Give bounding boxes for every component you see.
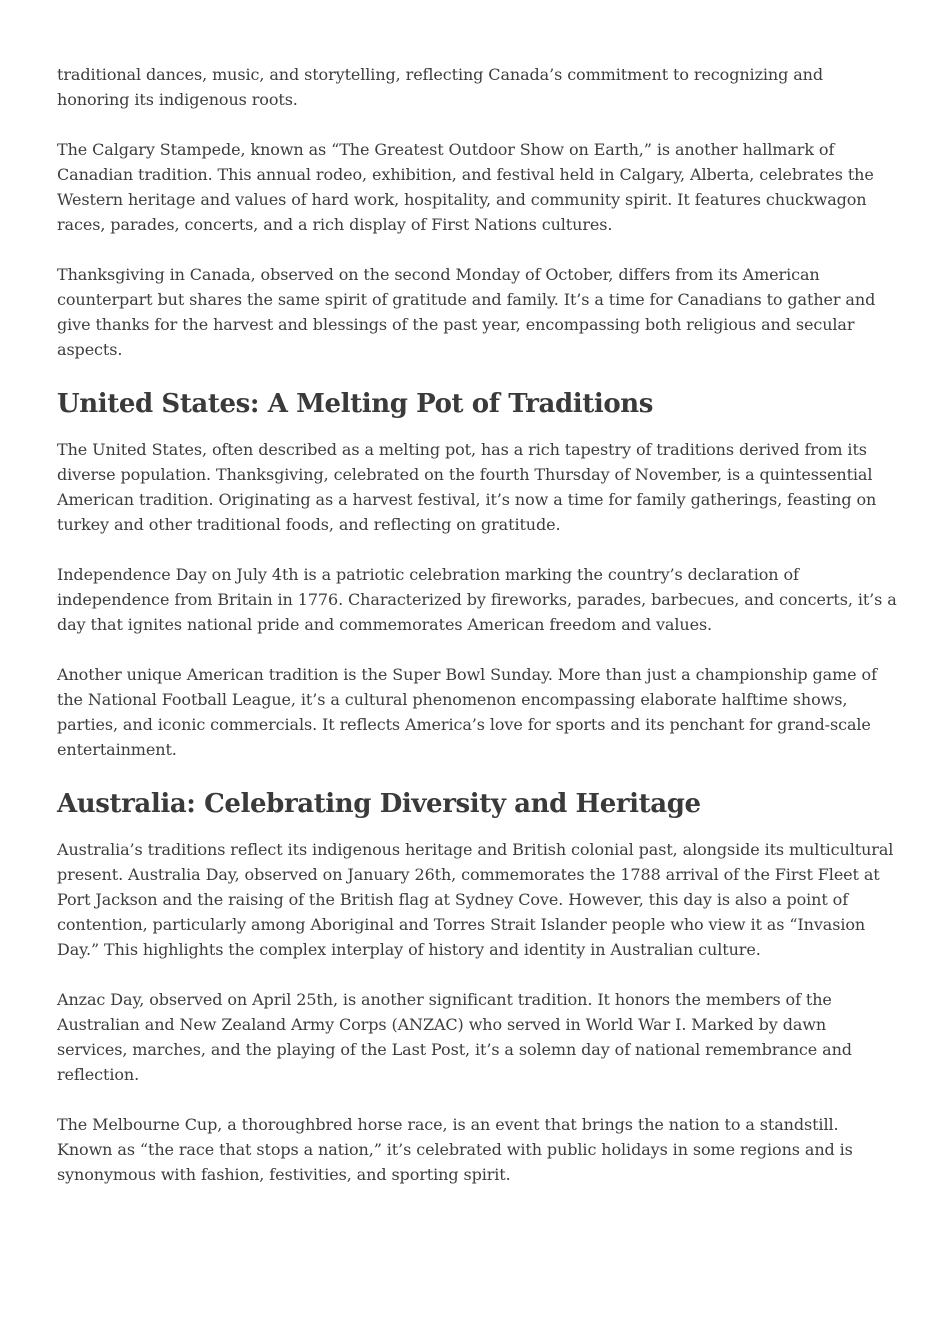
paragraph-us-thanksgiving: The United States, often described as a melting pot, has a rich tapestry of traditions derived from its diverse population. Thanksgiving, celebrated on the fourth Thursday of November, is a quintessential American tradition. Originating as a harvest festival, it’s now a time for family gatherings, feasting on turkey and other traditional foods, and reflecting on gratitude. <box>57 440 877 534</box>
paragraph-australia-day: Australia’s traditions reflect its indigenous heritage and British colonial past, alongside its multicultural present. Australia Day, observed on January 26th, commemorates the 1788 arrival of the First Fleet at Port Jackson and the raising of the British flag at Sydney Cove. However, this day is also a point of contention, particularly among Aboriginal and Torres Strait Islander people who view it as “Invasion Day.” This highlights the complex interplay of history and identity in Australian culture. <box>57 840 894 959</box>
section-heading-australia: Australia: Celebrating Diversity and Heritage <box>57 789 701 819</box>
paragraph-canada-thanksgiving: Thanksgiving in Canada, observed on the second Monday of October, differs from its American counterpart but shares the same spirit of gratitude and family. It’s a time for Canadians to gather and give thanks for the harvest and blessings of the past year, encompassing both religious and secular aspects. <box>57 265 876 359</box>
paragraph-anzac-day: Anzac Day, observed on April 25th, is another significant tradition. It honors the members of the Australian and New Zealand Army Corps (ANZAC) who served in World War I. Marked by dawn services, marches, and the playing of the Last Post, it’s a solemn day of national remembrance and reflection. <box>57 990 852 1084</box>
paragraph-us-super-bowl: Another unique American tradition is the Super Bowl Sunday. More than just a championship game of the National Football League, it’s a cultural phenomenon encompassing elaborate halftime shows, parties, and iconic commercials. It reflects America’s love for sports and its penchant for grand-scale entertainment. <box>57 665 877 759</box>
article-body <box>57 62 897 1212</box>
paragraph-canada-indigenous: traditional dances, music, and storytelling, reflecting Canada’s commitment to recognizing and honoring its indigenous roots. <box>57 65 824 109</box>
section-heading-united-states: United States: A Melting Pot of Traditions <box>57 389 654 419</box>
paragraph-calgary-stampede: The Calgary Stampede, known as “The Greatest Outdoor Show on Earth,” is another hallmark of Canadian tradition. This annual rodeo, exhibition, and festival held in Calgary, Alberta, celebrates the Western heritage and values of hard work, hospitality, and community spirit. It features chuckwagon races, parades, concerts, and a rich display of First Nations cultures. <box>57 140 874 234</box>
paragraph-us-independence-day: Independence Day on July 4th is a patriotic celebration marking the country’s declaration of independence from Britain in 1776. Characterized by fireworks, parades, barbecues, and concerts, it’s a day that ignites national pride and commemorates American freedom and values. <box>57 565 897 634</box>
paragraph-melbourne-cup: The Melbourne Cup, a thoroughbred horse race, is an event that brings the nation to a standstill. Known as “the race that stops a nation,” it’s celebrated with public holidays in some regions and is synonymous with fashion, festivities, and sporting spirit. <box>57 1115 853 1184</box>
